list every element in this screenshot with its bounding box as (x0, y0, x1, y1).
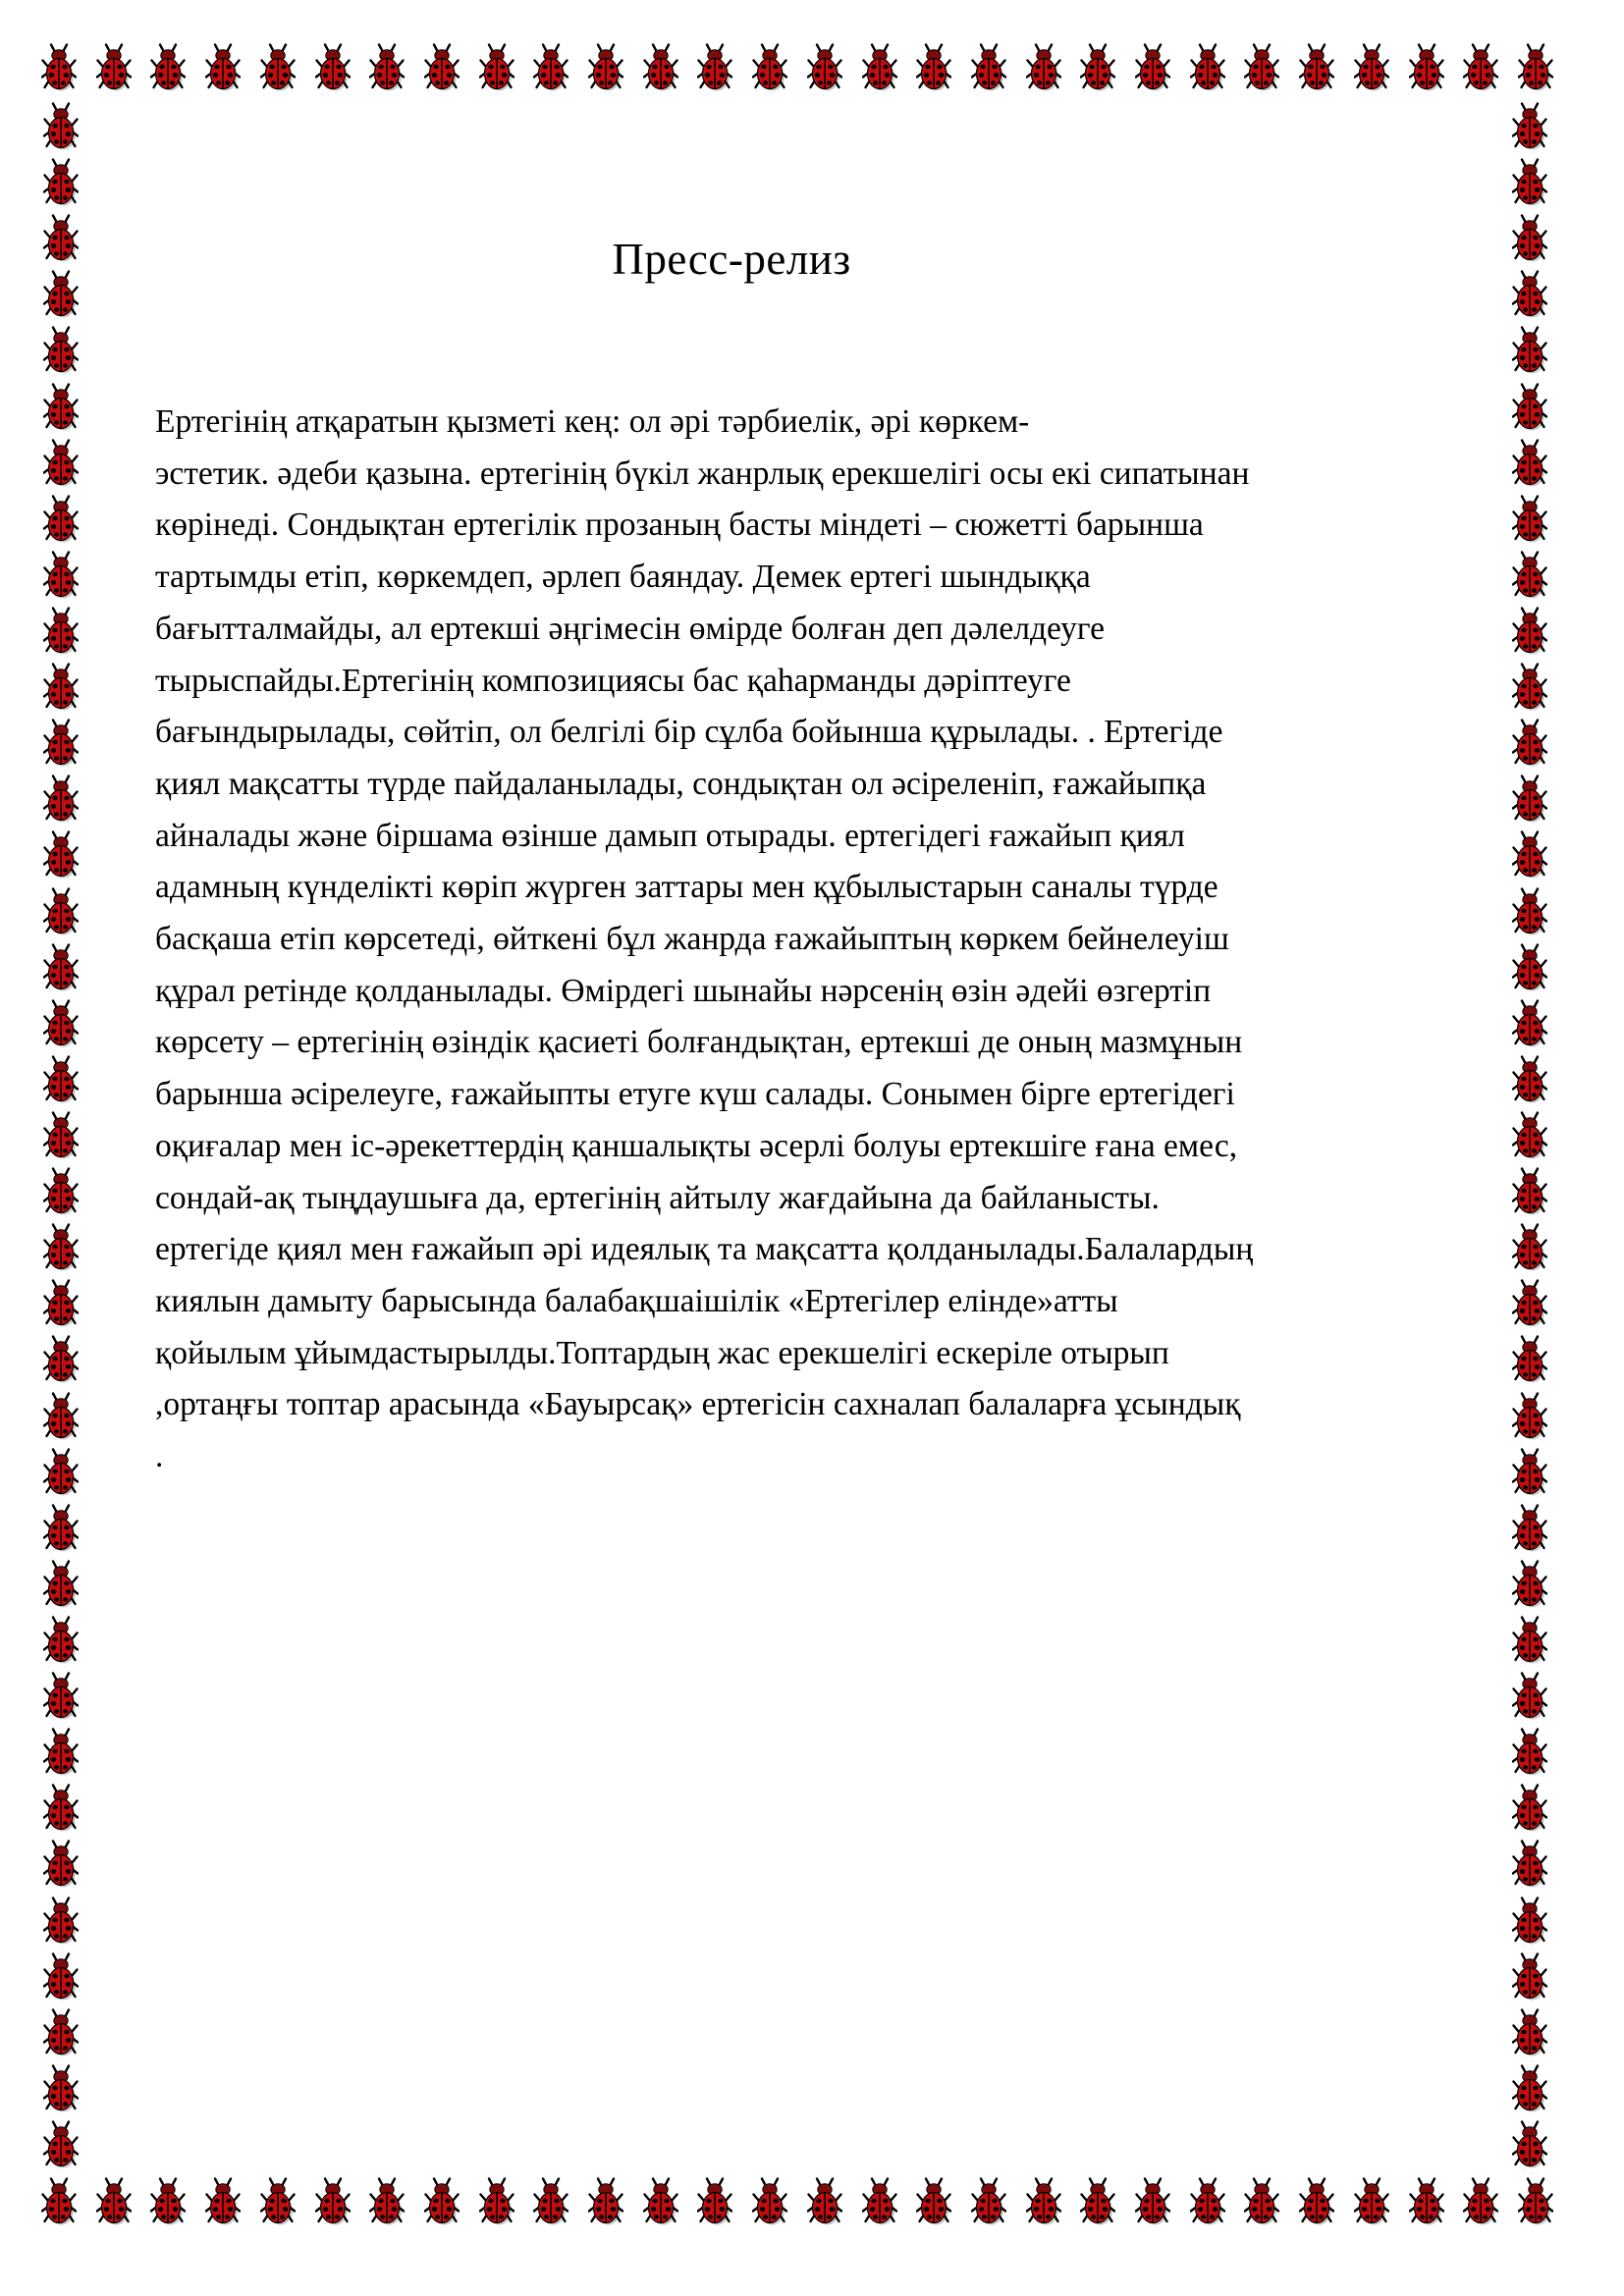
ladybug-icon (1512, 1055, 1547, 1104)
ladybug-icon (43, 551, 79, 600)
ladybug-icon (1512, 1728, 1547, 1777)
text-line: ертегіде қиял мен ғажайып әрі идеялық та мақсатта қолданылады.Балалардың (155, 1231, 1254, 1268)
ladybug-icon (1512, 270, 1547, 319)
ladybug-icon (205, 43, 241, 92)
ladybug-border-left (43, 102, 79, 2169)
ladybug-icon (43, 1896, 79, 1946)
ladybug-icon (916, 43, 951, 92)
ladybug-icon (1512, 1672, 1547, 1721)
text-line: Ертегінің атқаратын қызметі кең: ол әрі тәрбиелік, әрі көркем- (155, 403, 1030, 440)
text-line: . (155, 1438, 164, 1475)
ladybug-icon (43, 663, 79, 712)
ladybug-icon (1299, 2177, 1334, 2226)
ladybug-icon (96, 2177, 132, 2226)
ladybug-icon (43, 1111, 79, 1160)
ladybug-icon (43, 1616, 79, 1665)
ladybug-icon (1244, 2177, 1279, 2226)
ladybug-icon (43, 1784, 79, 1833)
ladybug-icon (1512, 1952, 1547, 2002)
ladybug-icon (1512, 1279, 1547, 1328)
ladybug-icon (533, 43, 568, 92)
ladybug-icon (1409, 43, 1444, 92)
ladybug-icon (643, 43, 678, 92)
ladybug-icon (43, 1840, 79, 1889)
ladybug-border-bottom (41, 2177, 1553, 2226)
ladybug-icon (43, 102, 79, 151)
ladybug-border-right (1512, 102, 1547, 2169)
ladybug-icon (1512, 1448, 1547, 1497)
ladybug-icon (479, 2177, 514, 2226)
text-line: ,ортаңғы топтар арасында «Бауырсақ» ертегісін сахналап балаларға ұсындық (155, 1386, 1241, 1423)
ladybug-icon (1512, 2120, 1547, 2169)
ladybug-icon (1135, 2177, 1170, 2226)
ladybug-icon (916, 2177, 951, 2226)
ladybug-icon (1512, 719, 1547, 768)
ladybug-icon (43, 1167, 79, 1216)
ladybug-icon (807, 43, 842, 92)
ladybug-icon (1512, 1784, 1547, 1833)
ladybug-icon (1512, 1504, 1547, 1553)
ladybug-icon (1299, 43, 1334, 92)
text-line: қиял мақсатты түрде пайдаланылады, сондықтан ол әсіреленіп, ғажайыпқа (155, 765, 1207, 802)
ladybug-icon (1512, 326, 1547, 375)
ladybug-icon (862, 2177, 897, 2226)
ladybug-icon (43, 439, 79, 488)
ladybug-icon (588, 2177, 623, 2226)
ladybug-icon (971, 43, 1006, 92)
ladybug-icon (1512, 999, 1547, 1048)
ladybug-icon (1518, 2177, 1553, 2226)
ladybug-icon (424, 43, 460, 92)
text-line: көрсету – ертегінің өзіндік қасиеті болғандықтан, ертекші де оның мазмұнын (155, 1024, 1243, 1061)
ladybug-icon (43, 999, 79, 1048)
ladybug-icon (1463, 2177, 1498, 2226)
ladybug-icon (1512, 383, 1547, 432)
ladybug-icon (43, 1504, 79, 1553)
ladybug-icon (369, 2177, 405, 2226)
ladybug-icon (533, 2177, 568, 2226)
ladybug-icon (1080, 43, 1115, 92)
ladybug-icon (43, 158, 79, 207)
ladybug-border-top (41, 43, 1553, 92)
document-body (155, 397, 1253, 1483)
ladybug-icon (43, 1055, 79, 1104)
ladybug-icon (1512, 2064, 1547, 2113)
ladybug-icon (1512, 1223, 1547, 1272)
ladybug-icon (41, 2177, 77, 2226)
ladybug-icon (369, 43, 405, 92)
ladybug-icon (697, 43, 732, 92)
ladybug-icon (41, 43, 77, 92)
ladybug-icon (43, 1952, 79, 2002)
ladybug-icon (1190, 2177, 1225, 2226)
ladybug-icon (1512, 607, 1547, 656)
ladybug-icon (43, 943, 79, 992)
ladybug-icon (43, 2120, 79, 2169)
ladybug-icon (43, 607, 79, 656)
ladybug-icon (150, 43, 186, 92)
ladybug-icon (1512, 1840, 1547, 1889)
ladybug-icon (1026, 2177, 1061, 2226)
text-line: эстетик. әдеби қазына. ертегінің бүкіл жанрлық ерекшелігі осы екі сипатынан (155, 454, 1250, 492)
ladybug-icon (43, 1672, 79, 1721)
ladybug-icon (1080, 2177, 1115, 2226)
ladybug-icon (260, 43, 296, 92)
ladybug-icon (43, 2008, 79, 2057)
ladybug-icon (315, 2177, 351, 2226)
page-title: Пресс-релиз (612, 235, 851, 284)
ladybug-icon (1512, 158, 1547, 207)
ladybug-icon (1244, 43, 1279, 92)
ladybug-icon (43, 1448, 79, 1497)
ladybug-icon (1512, 1392, 1547, 1441)
ladybug-icon (1463, 43, 1498, 92)
text-line: оқиғалар мен іс-әрекеттердің қаншалықты әсерлі болуы ертекшіге ғана емес, (155, 1127, 1238, 1164)
ladybug-icon (1512, 551, 1547, 600)
text-line: қойылым ұйымдастырылды.Топтардың жас ерекшелігі ескеріле отырып (155, 1334, 1169, 1371)
ladybug-icon (1512, 102, 1547, 151)
ladybug-icon (260, 2177, 296, 2226)
ladybug-icon (1026, 43, 1061, 92)
ladybug-icon (43, 270, 79, 319)
ladybug-icon (1512, 2008, 1547, 2057)
ladybug-icon (43, 326, 79, 375)
ladybug-icon (1512, 214, 1547, 263)
ladybug-icon (43, 495, 79, 544)
ladybug-icon (1190, 43, 1225, 92)
text-line: сондай-ақ тыңдаушыға да, ертегінің айтылу жағдайына да байланысты. (155, 1179, 1160, 1216)
ladybug-icon (1512, 943, 1547, 992)
ladybug-icon (1135, 43, 1170, 92)
ladybug-icon (43, 1223, 79, 1272)
ladybug-icon (479, 43, 514, 92)
ladybug-icon (643, 2177, 678, 2226)
ladybug-icon (1512, 1167, 1547, 1216)
ladybug-icon (43, 1560, 79, 1609)
text-line: көрінеді. Сондықтан ертегілік прозаның басты міндеті – сюжетті барынша (155, 507, 1204, 544)
text-line: құрал ретінде қолданылады. Өмірдегі шынайы нәрсенің өзін әдейі өзгертіп (155, 972, 1212, 1009)
ladybug-icon (1512, 439, 1547, 488)
text-line: бағындырылады, сөйтіп, ол белгілі бір сұлба бойынша құрылады. . Ертегіде (155, 714, 1223, 751)
ladybug-icon (1354, 43, 1389, 92)
ladybug-icon (1512, 1896, 1547, 1946)
ladybug-icon (150, 2177, 186, 2226)
ladybug-icon (1512, 1560, 1547, 1609)
text-line: киялын дамыту барысында балабақшаішілік «Ертегілер елінде»атты (155, 1282, 1118, 1319)
ladybug-icon (588, 43, 623, 92)
ladybug-icon (1518, 43, 1553, 92)
ladybug-icon (971, 2177, 1006, 2226)
text-line: басқаша етіп көрсетеді, өйткені бұл жанрда ғажайыптың көркем бейнелеуіш (155, 921, 1229, 958)
ladybug-icon (1512, 887, 1547, 936)
ladybug-icon (43, 2064, 79, 2113)
ladybug-icon (1512, 1111, 1547, 1160)
ladybug-icon (43, 774, 79, 824)
ladybug-icon (43, 830, 79, 880)
ladybug-icon (1512, 663, 1547, 712)
ladybug-icon (43, 214, 79, 263)
ladybug-icon (43, 887, 79, 936)
ladybug-icon (1354, 2177, 1389, 2226)
ladybug-icon (752, 2177, 787, 2226)
ladybug-icon (1512, 1335, 1547, 1384)
text-line: айналады және біршама өзінше дамып отырады. ертегідегі ғажайып қиял (155, 817, 1185, 854)
ladybug-icon (43, 1279, 79, 1328)
ladybug-icon (96, 43, 132, 92)
text-line: тырыспайды.Ертегінің композициясы бас қаһарманды дәріптеуге (155, 662, 1071, 699)
text-line: бағытталмайды, ал ертекші әңгімесін өмірде болған деп дәлелдеуге (155, 610, 1105, 647)
ladybug-icon (43, 1728, 79, 1777)
ladybug-icon (43, 1392, 79, 1441)
ladybug-icon (697, 2177, 732, 2226)
ladybug-icon (424, 2177, 460, 2226)
ladybug-icon (1512, 774, 1547, 824)
ladybug-icon (1512, 830, 1547, 880)
ladybug-icon (43, 719, 79, 768)
ladybug-icon (1409, 2177, 1444, 2226)
ladybug-icon (862, 43, 897, 92)
ladybug-icon (315, 43, 351, 92)
text-line: барынша әсірелеуге, ғажайыпты етуге күш салады. Сонымен бірге ертегідегі (155, 1076, 1235, 1113)
text-line: тартымды етіп, көркемдеп, әрлеп баяндау. Демек ертегі шындыққа (155, 559, 1091, 596)
ladybug-icon (43, 1335, 79, 1384)
ladybug-icon (1512, 1616, 1547, 1665)
ladybug-icon (807, 2177, 842, 2226)
ladybug-icon (1512, 495, 1547, 544)
ladybug-icon (205, 2177, 241, 2226)
ladybug-icon (43, 383, 79, 432)
text-line: адамның күнделікті көріп жүрген заттары мен құбылыстарын саналы түрде (155, 869, 1218, 906)
ladybug-icon (752, 43, 787, 92)
